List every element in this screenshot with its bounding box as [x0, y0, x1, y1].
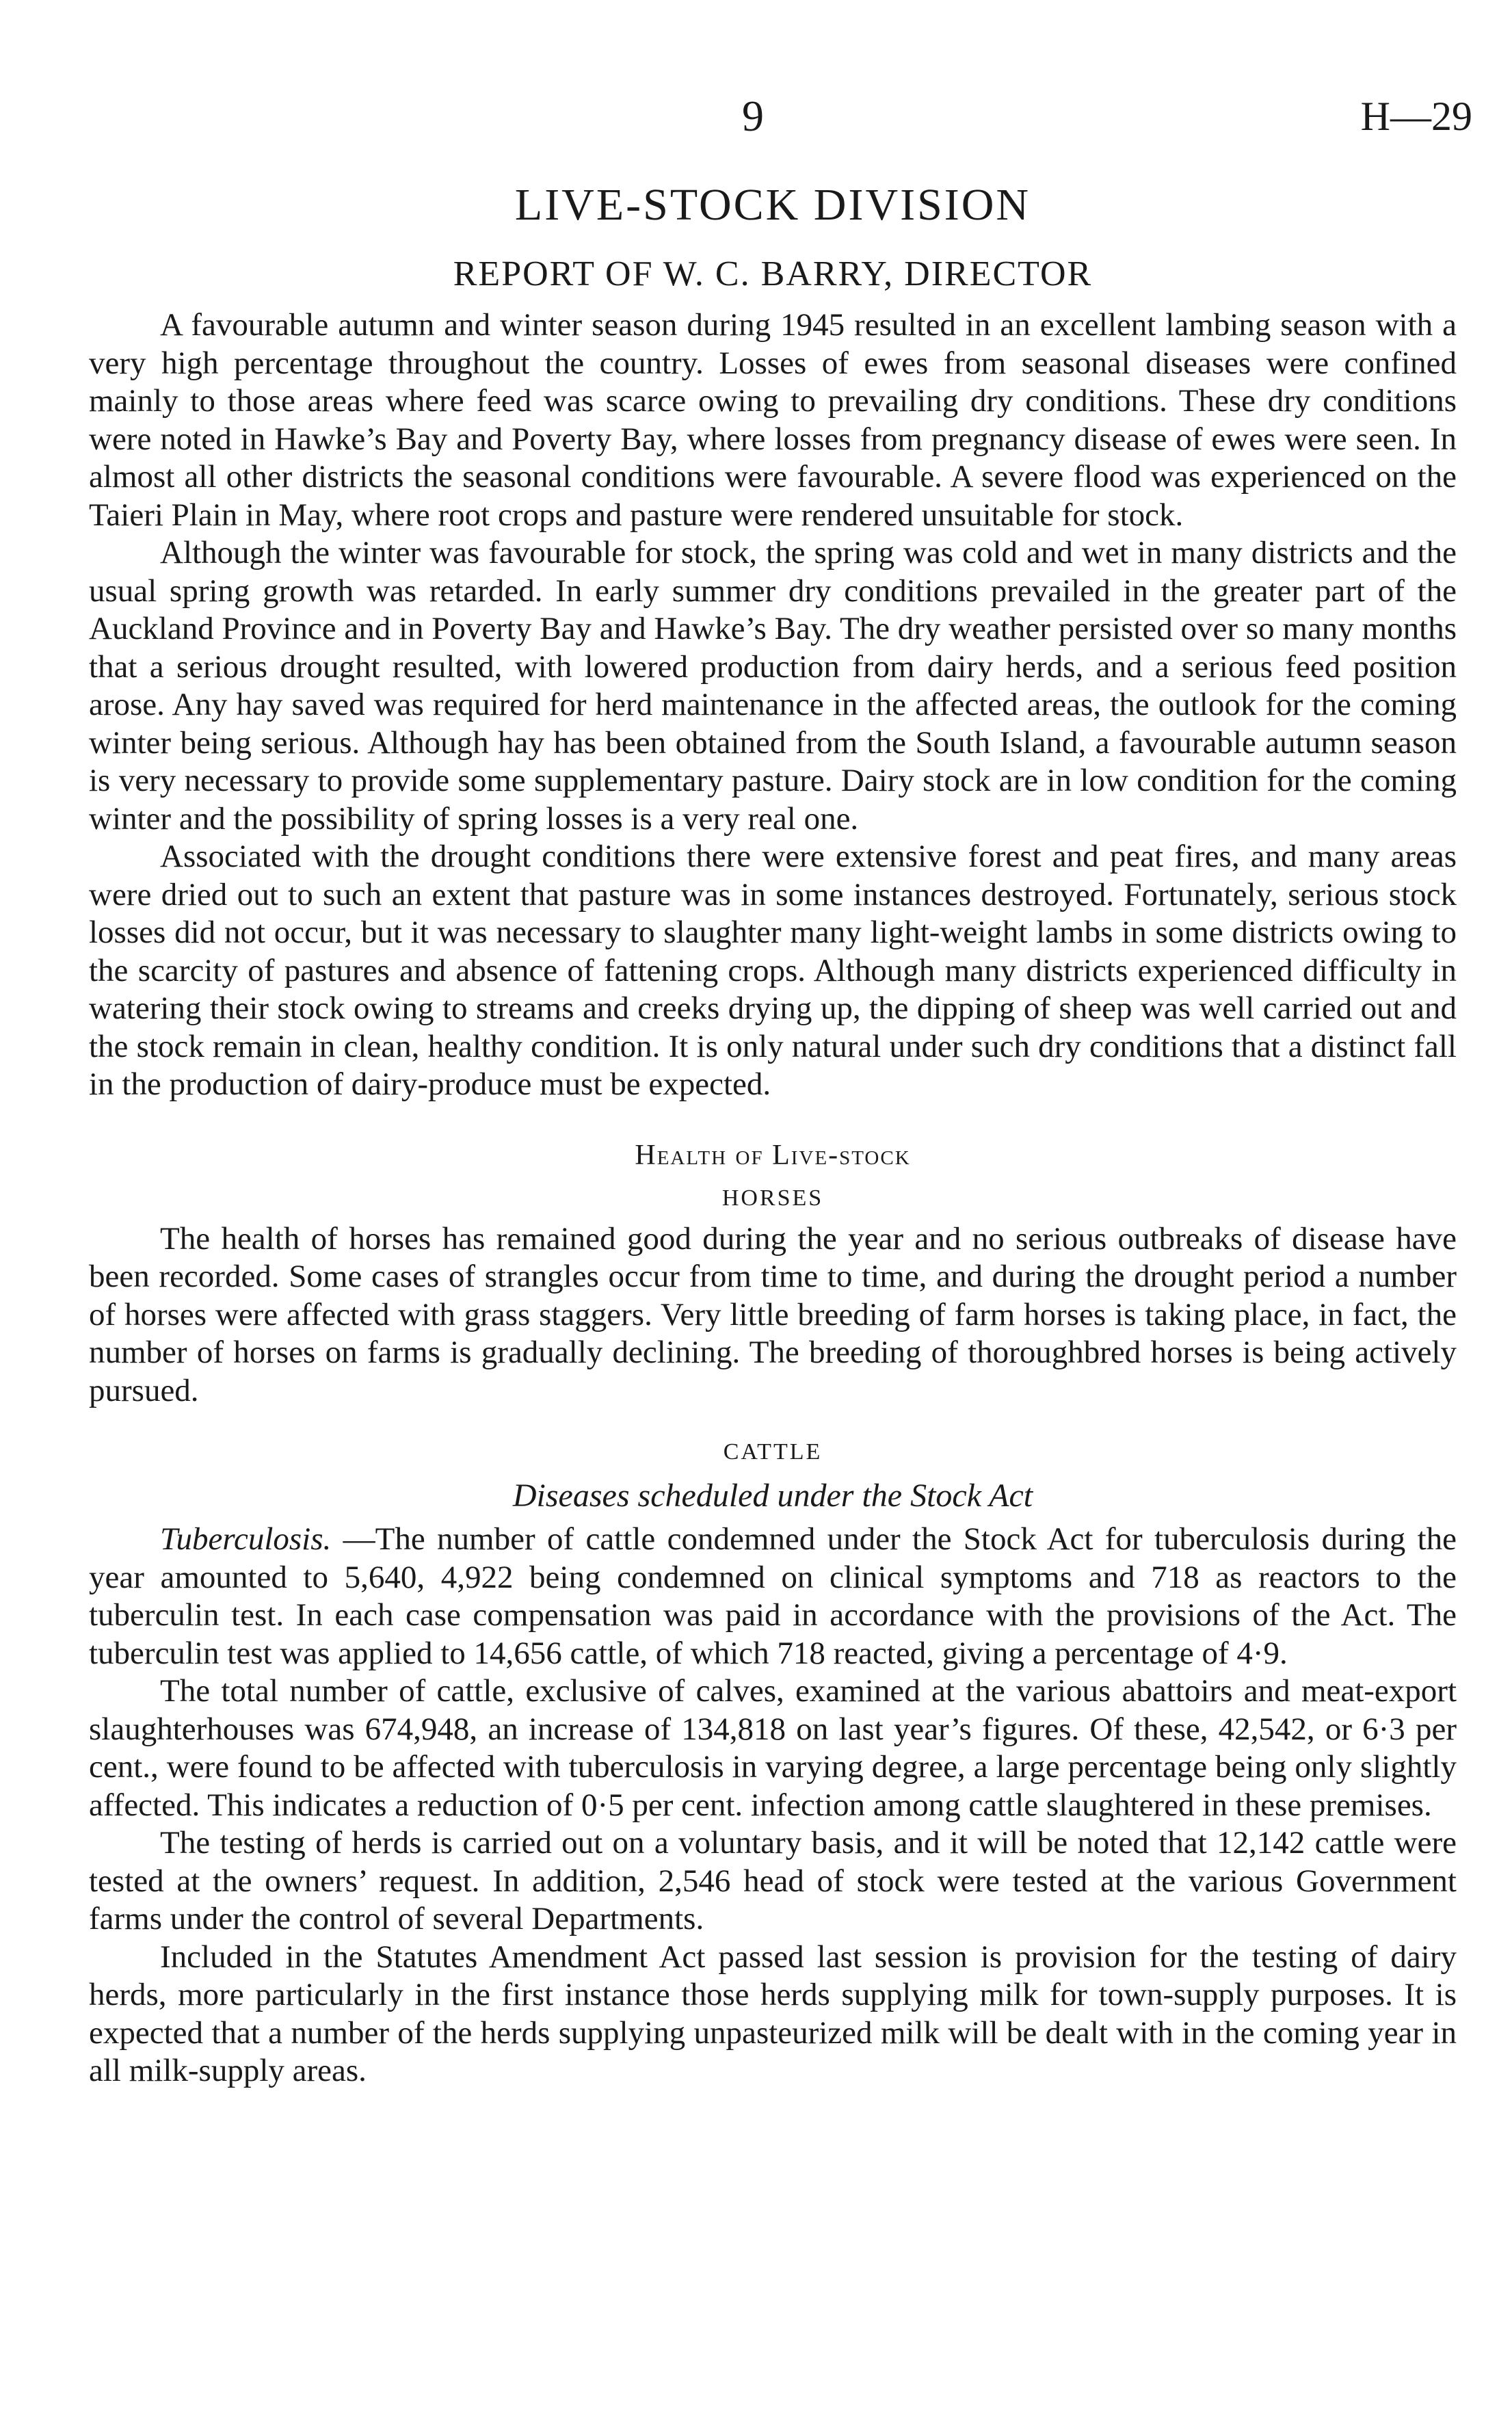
- horses-paragraph: The health of horses has remained good during the year and no serious outbreaks of disease have been recorded. Some cases of strangles occur from time to time, and during the drought period a number of horses were affected with grass staggers. Very little breeding of farm horses is taking place, in fact, the number of horses on farms is gradually declining. The breeding of thoroughbred horses is being actively pursued.: [89, 1220, 1457, 1408]
- page-header: [0, 89, 1512, 144]
- intro-paragraph: Associated with the drought conditions there were extensive forest and peat fires, and many areas were dried out to such an extent that pasture was in some instances destroyed. Fortunately, serious stock losses did not occur, but it was necessary to slaughter many light-weight lambs in some districts owing to the scarcity of pastures and absence of fattening crops. Although many districts experienced difficulty in watering their stock owing to streams and creeks drying up, the dipping of sheep was well carried out and the stock remain in clean, healthy condition. It is only natural under such dry conditions that a distinct fall in the production of dairy-produce must be expected.: [89, 839, 1457, 1102]
- health-section-heading: Health of Live-stock: [635, 1139, 911, 1171]
- report-subtitle: REPORT OF W. C. BARRY, DIRECTOR: [453, 254, 1093, 293]
- intro-paragraph: Although the winter was favourable for stock, the spring was cold and wet in many districts and the usual spring growth was retarded. In early summer dry conditions prevailed in the greater part of the Auckland Province and in Poverty Bay and Hawke’s Bay. The dry weather persisted over so many months that a serious drought resulted, with lowered production from dairy herds, and a serious feed position arose. Any hay saved was required for herd maintenance in the affected areas, the outlook for the coming winter being serious. Although hay has been obtained from the South Island, a favourable autumn season is very necessary to provide some supplementary pasture. Dairy stock are in low condition for the coming winter and the possibility of spring losses is a very real one.: [89, 535, 1457, 837]
- tuberculosis-text: —The number of cattle condemned under the Stock Act for tuberculosis during the year amounted to 5,640, 4,922 being condemned on clinical symptoms and 718 as reactors to the tuberculin test. In each case compensation was paid in accordance with the provisions of the Act. The tuberculin test was applied to 14,656 cattle, of which 718 reacted, giving a percentage of 4·9.: [89, 1521, 1457, 1671]
- document-reference: H—29: [1360, 94, 1472, 139]
- tuberculosis-label: Tuberculosis.: [160, 1521, 332, 1557]
- page-number: 9: [742, 92, 764, 140]
- cattle-heading: CATTLE: [723, 1439, 823, 1465]
- division-title: LIVE-STOCK DIVISION: [514, 180, 1031, 230]
- cattle-paragraph: The total number of cattle, exclusive of calves, examined at the various abattoirs and meat-export slaughterhouses was 674,948, an increase of 134,818 on last year’s figures. Of these, 42,542, or 6·3 per cent., were found to be affected with tuberculosis in varying degree, a large percentage being only slightly affected. This indicates a reduction of 0·5 per cent. infection among cattle slaughtered in these premises.: [89, 1673, 1457, 1823]
- scheduled-diseases-heading: Diseases scheduled under the Stock Act: [512, 1478, 1033, 1514]
- tuberculosis-paragraph: [89, 1521, 1457, 1672]
- horses-heading: HORSES: [721, 1185, 824, 1211]
- cattle-paragraph: Included in the Statutes Amendment Act passed last session is provision for the testing of dairy herds, more particularly in the first instance those herds supplying milk for town-supply purposes. It is expected that a number of the herds supplying unpasteurized milk will be dealt with in the coming year in all milk-supply areas.: [89, 1939, 1457, 2088]
- cattle-paragraph: The testing of herds is carried out on a voluntary basis, and it will be noted that 12,142 cattle were tested at the owners’ request. In addition, 2,546 head of stock were tested at the various Government farms under the control of several Departments.: [89, 1825, 1457, 1936]
- intro-paragraph: A favourable autumn and winter season during 1945 resulted in an excellent lambing season with a very high percentage throughout the country. Losses of ewes from seasonal diseases were confined mainly to those areas where feed was scarce owing to prevailing dry conditions. These dry conditions were noted in Hawke’s Bay and Poverty Bay, where losses from pregnancy disease of ewes were seen. In almost all other districts the seasonal conditions were favourable. A severe flood was experienced on the Taieri Plain in May, where root crops and pasture were rendered unsuitable for stock.: [89, 307, 1457, 533]
- report-body: [89, 176, 1457, 2090]
